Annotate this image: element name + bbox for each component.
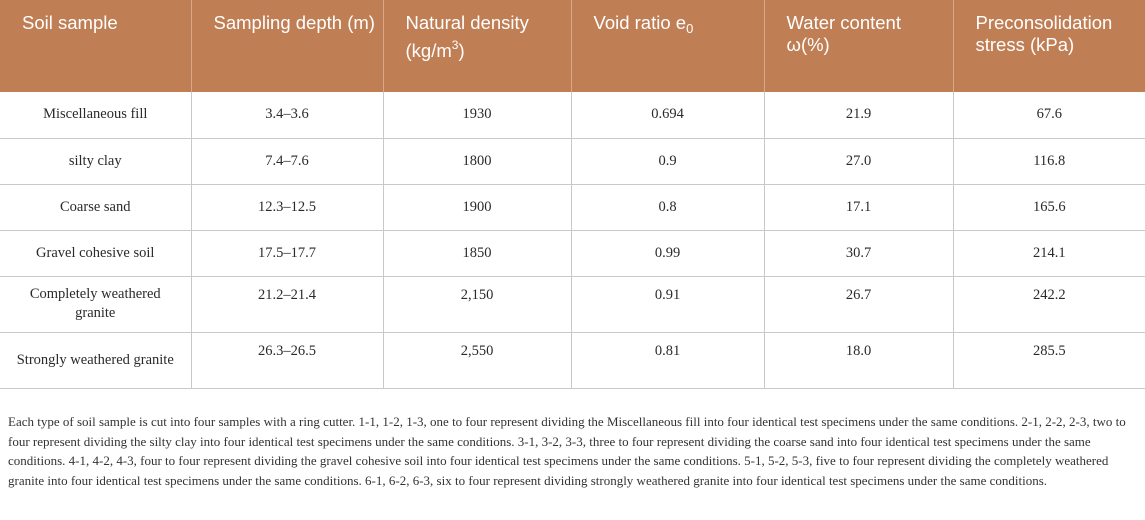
cell-water-content: 27.0	[764, 138, 953, 184]
cell-preconsolidation-stress: 67.6	[953, 92, 1145, 138]
header-label: Sampling depth (m)	[213, 12, 375, 33]
header-soil-sample	[0, 0, 191, 92]
cell-void-ratio: 0.91	[571, 276, 764, 332]
cell-void-ratio: 0.8	[571, 184, 764, 230]
cell-preconsolidation-stress: 165.6	[953, 184, 1145, 230]
header-sampling-depth	[191, 0, 383, 92]
cell-preconsolidation-stress: 285.5	[953, 332, 1145, 388]
table-row	[0, 92, 1145, 138]
cell-water-content: 17.1	[764, 184, 953, 230]
header-label-suffix: )	[458, 40, 465, 61]
header-water-content	[764, 0, 953, 92]
header-row	[0, 0, 1145, 92]
cell-void-ratio: 0.694	[571, 92, 764, 138]
cell-soil-sample: Strongly weathered granite	[0, 332, 191, 388]
table-row	[0, 332, 1145, 388]
cell-soil-sample: Coarse sand	[0, 184, 191, 230]
header-natural-density	[383, 0, 571, 92]
cell-natural-density: 2,550	[383, 332, 571, 388]
cell-water-content: 18.0	[764, 332, 953, 388]
table-row	[0, 184, 1145, 230]
cell-natural-density: 1930	[383, 92, 571, 138]
header-label: Water content ω(%)	[786, 12, 901, 55]
cell-soil-sample: Gravel cohesive soil	[0, 230, 191, 276]
table-footnote: Each type of soil sample is cut into four samples with a ring cutter. 1-1, 1-2, 1-3, one to four represent dividing the Miscellaneous fill into four identical test specimens under the same conditions. 2-1, 2-2, 2-3, two to four represent dividing the silty clay into four identical test specimens under the same conditions. 3-1, 3-2, 3-3, three to four represent dividing the coarse sand into four identical test specimens under the same conditions. 4-1, 4-2, 4-3, four to four represent dividing the gravel cohesive soil into four identical test specimens under the same conditions. 5-1, 5-2, 5-3, five to four represent dividing the completely weathered granite into four identical test specimens under the same conditions. 6-1, 6-2, 6-3, six to four represent dividing strongly weathered granite into four identical test specimens under the same conditions.	[8, 414, 1126, 488]
cell-sampling-depth: 3.4–3.6	[191, 92, 383, 138]
cell-natural-density: 2,150	[383, 276, 571, 332]
cell-preconsolidation-stress: 116.8	[953, 138, 1145, 184]
cell-sampling-depth: 17.5–17.7	[191, 230, 383, 276]
cell-sampling-depth: 12.3–12.5	[191, 184, 383, 230]
cell-void-ratio: 0.9	[571, 138, 764, 184]
cell-void-ratio: 0.99	[571, 230, 764, 276]
table-body	[0, 92, 1145, 388]
cell-water-content: 30.7	[764, 230, 953, 276]
table-header	[0, 0, 1145, 92]
cell-natural-density: 1900	[383, 184, 571, 230]
cell-soil-sample: silty clay	[0, 138, 191, 184]
table-row	[0, 230, 1145, 276]
cell-preconsolidation-stress: 242.2	[953, 276, 1145, 332]
cell-sampling-depth: 26.3–26.5	[191, 332, 383, 388]
header-label: Preconsolidation stress (kPa)	[975, 12, 1113, 55]
header-subscript: 0	[686, 21, 694, 36]
header-preconsolidation-stress	[953, 0, 1145, 92]
cell-soil-sample: Completely weathered granite	[0, 276, 191, 332]
table-row	[0, 138, 1145, 184]
cell-natural-density: 1850	[383, 230, 571, 276]
header-label: Soil sample	[22, 12, 118, 33]
header-label: Void ratio e	[593, 12, 687, 33]
cell-water-content: 21.9	[764, 92, 953, 138]
header-superscript: 3	[451, 38, 459, 52]
cell-sampling-depth: 21.2–21.4	[191, 276, 383, 332]
table-row	[0, 276, 1145, 332]
header-void-ratio	[571, 0, 764, 92]
cell-sampling-depth: 7.4–7.6	[191, 138, 383, 184]
header-label: Natural density (kg/m	[405, 12, 529, 61]
cell-natural-density: 1800	[383, 138, 571, 184]
cell-water-content: 26.7	[764, 276, 953, 332]
cell-void-ratio: 0.81	[571, 332, 764, 388]
cell-preconsolidation-stress: 214.1	[953, 230, 1145, 276]
cell-soil-sample: Miscellaneous fill	[0, 92, 191, 138]
